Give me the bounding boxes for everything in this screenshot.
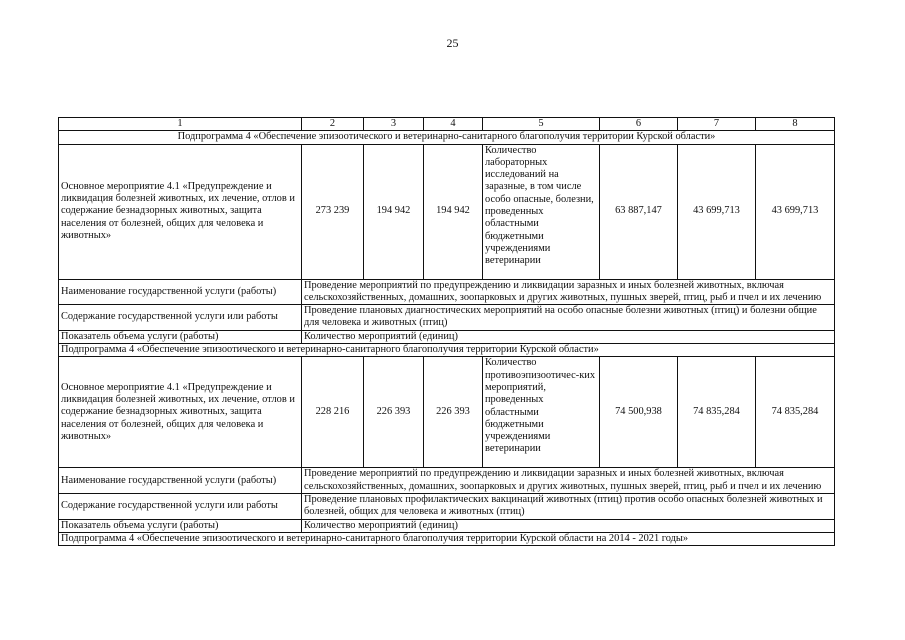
indicator-text: Количество лабораторных исследований на заразные, в том числе особо опасные, болезни, проведенных областными бюджетными учреждениями ветеринарии xyxy=(483,144,600,279)
service-content-row xyxy=(59,493,835,519)
value-col-3: 226 393 xyxy=(364,357,424,468)
value-col-2: 228 216 xyxy=(302,357,364,468)
header-row xyxy=(59,118,835,131)
volume-value: Количество мероприятий (единиц) xyxy=(302,330,835,343)
service-name-label: Наименование государственной услуги (работы) xyxy=(59,468,302,494)
volume-row xyxy=(59,519,835,532)
service-content-row xyxy=(59,305,835,331)
value-col-8: 43 699,713 xyxy=(756,144,835,279)
subprogram-title: Подпрограмма 4 «Обеспечение эпизоотического и ветеринарно-санитарного благополучия территории Курской области» xyxy=(59,344,835,357)
volume-label: Показатель объема услуги (работы) xyxy=(59,519,302,532)
measure-description: Основное мероприятие 4.1 «Предупреждение и ликвидация болезней животных, их лечение, отлов и содержание безнадзорных животных, защита населения от болезней, общих для человека и животных» xyxy=(59,357,302,468)
volume-label: Показатель объема услуги (работы) xyxy=(59,330,302,343)
service-content-label: Содержание государственной услуги или работы xyxy=(59,493,302,519)
value-col-2: 273 239 xyxy=(302,144,364,279)
service-name-value: Проведение мероприятий по предупреждению и ликвидации заразных и иных болезней животных, включая сельскохозяйственных, домашних, зоопарковых и других животных, пушных зверей, птиц, рыб и пчел и их лечению xyxy=(302,279,835,305)
value-col-7: 74 835,284 xyxy=(678,357,756,468)
volume-row xyxy=(59,330,835,343)
service-name-row xyxy=(59,468,835,494)
header-col-8: 8 xyxy=(756,118,835,131)
value-col-4: 194 942 xyxy=(424,144,483,279)
subprogram-row xyxy=(59,532,835,545)
measure-description: Основное мероприятие 4.1 «Предупреждение и ликвидация болезней животных, их лечение, отлов и содержание безнадзорных животных, защита населения от болезней, общих для человека и животных» xyxy=(59,144,302,279)
header-col-5: 5 xyxy=(483,118,600,131)
service-content-value: Проведение плановых профилактических вакцинаций животных (птиц) против особо опасных болезней животных и болезней, общих для человека и животных (птиц) xyxy=(302,493,835,519)
header-col-1: 1 xyxy=(59,118,302,131)
header-col-3: 3 xyxy=(364,118,424,131)
subprogram-title: Подпрограмма 4 «Обеспечение эпизоотического и ветеринарно-санитарного благополучия территории Курской области» xyxy=(59,131,835,144)
header-col-4: 4 xyxy=(424,118,483,131)
measure-row xyxy=(59,144,835,279)
value-col-8: 74 835,284 xyxy=(756,357,835,468)
subprogram-table xyxy=(58,117,835,546)
header-col-6: 6 xyxy=(600,118,678,131)
measure-row xyxy=(59,357,835,468)
subprogram-row xyxy=(59,344,835,357)
header-col-2: 2 xyxy=(302,118,364,131)
value-col-7: 43 699,713 xyxy=(678,144,756,279)
service-content-value: Проведение плановых диагностических мероприятий на особо опасные болезни животных (птиц) и болезни общие для человека и животных (птиц) xyxy=(302,305,835,331)
page-number: 25 xyxy=(446,36,459,50)
subprogram-row xyxy=(59,131,835,144)
value-col-4: 226 393 xyxy=(424,357,483,468)
value-col-6: 74 500,938 xyxy=(600,357,678,468)
subprogram-title: Подпрограмма 4 «Обеспечение эпизоотического и ветеринарно-санитарного благополучия территории Курской области на 2014 - 2021 годы» xyxy=(59,532,835,545)
service-name-row xyxy=(59,279,835,305)
service-content-label: Содержание государственной услуги или работы xyxy=(59,305,302,331)
service-name-label: Наименование государственной услуги (работы) xyxy=(59,279,302,305)
service-name-value: Проведение мероприятий по предупреждению и ликвидации заразных и иных болезней животных, включая сельскохозяйственных, домашних, зоопарковых и других животных, пушных зверей, птиц, рыб и пчел и их лечению xyxy=(302,468,835,494)
volume-value: Количество мероприятий (единиц) xyxy=(302,519,835,532)
header-col-7: 7 xyxy=(678,118,756,131)
value-col-6: 63 887,147 xyxy=(600,144,678,279)
value-col-3: 194 942 xyxy=(364,144,424,279)
indicator-text: Количество противоэпизоотичес-ких мероприятий, проведенных областными бюджетными учреждениями ветеринарии xyxy=(483,357,600,468)
